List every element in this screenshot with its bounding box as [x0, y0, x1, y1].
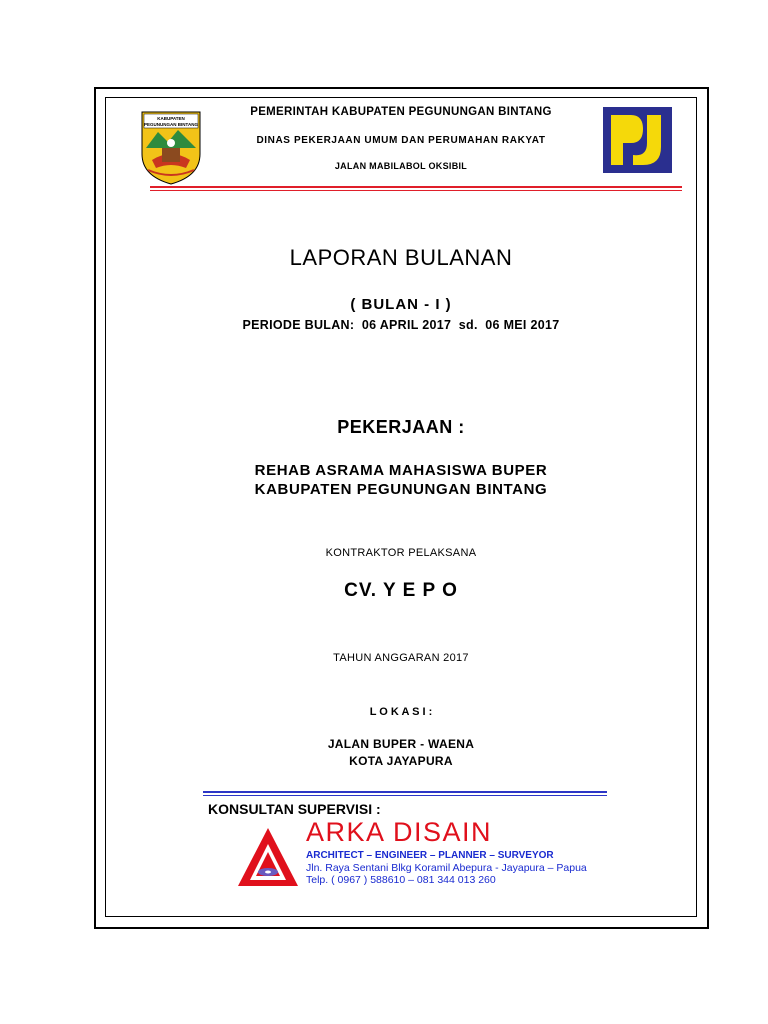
contractor-name: CV. Y E P O: [344, 580, 458, 601]
consultant-divider-thin: [203, 795, 607, 796]
work-title-line1: REHAB ASRAMA MAHASISWA BUPER: [254, 462, 548, 479]
consultant-name: ARKA DISAIN: [306, 817, 493, 847]
consultant-phone: Telp. ( 0967 ) 588610 – 081 344 013 260: [306, 874, 496, 886]
header-department: DINAS PEKERJAAN UMUM DAN PERUMAHAN RAKYAT: [256, 135, 546, 146]
consultant-tagline: ARCHITECT – ENGINEER – PLANNER – SURVEYOR: [306, 850, 554, 861]
consultant-address: Jln. Raya Sentani Blkg Koramil Abepura - Jayapura – Papua: [306, 862, 587, 874]
header-address: JALAN MABILABOL OKSIBIL: [334, 161, 468, 171]
header-divider-thin: [150, 190, 682, 191]
svg-text:KABUPATEN: KABUPATEN: [157, 116, 185, 121]
svg-text:PEGUNUNGAN BINTANG: PEGUNUNGAN BINTANG: [144, 122, 198, 127]
header-divider: [150, 186, 682, 188]
work-title-line2: KABUPATEN PEGUNUNGAN BINTANG: [254, 481, 548, 498]
consultant-divider: [203, 791, 607, 793]
header-government: PEMERINTAH KABUPATEN PEGUNUNGAN BINTANG: [250, 106, 552, 118]
arka-disain-logo: [236, 826, 300, 890]
report-month: ( BULAN - I ): [350, 296, 452, 313]
location-line1: JALAN BUPER - WAENA: [327, 737, 475, 751]
location-line2: KOTA JAYAPURA: [349, 754, 453, 768]
consultant-label: KONSULTAN SUPERVISI :: [208, 801, 381, 817]
budget-year: TAHUN ANGGARAN 2017: [333, 652, 469, 664]
report-title: LAPORAN BULANAN: [289, 245, 513, 270]
report-period: PERIODE BULAN: 06 APRIL 2017 sd. 06 MEI 2017: [242, 318, 560, 332]
work-heading: PEKERJAAN :: [337, 417, 465, 437]
location-label: L O K A S I :: [369, 706, 433, 718]
regency-emblem-logo: [138, 108, 204, 186]
page-inner-border: [105, 97, 697, 917]
contractor-label: KONTRAKTOR PELAKSANA: [325, 547, 477, 559]
